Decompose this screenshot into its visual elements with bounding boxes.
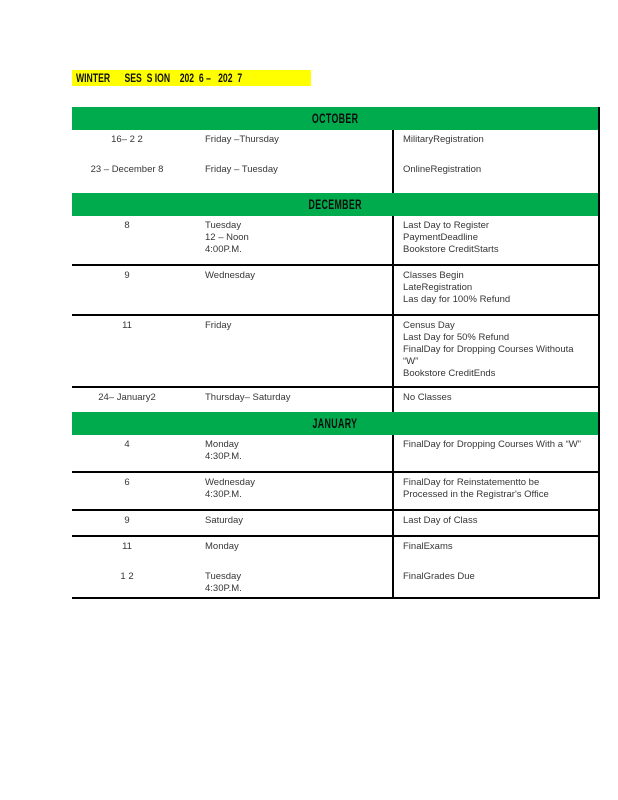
- day-line: 4:30P.M.: [205, 583, 242, 594]
- month-header-bar: [72, 193, 598, 216]
- events-cell: [392, 154, 598, 193]
- events-cell: [392, 388, 598, 412]
- day-line: 4:30P.M.: [205, 489, 242, 500]
- day-cell: [182, 154, 392, 193]
- event-line: LateRegistration: [403, 282, 473, 293]
- month-label: DECEMBER: [308, 196, 362, 213]
- event-line: Bookstore CreditEnds: [403, 368, 496, 379]
- row-group: [72, 314, 598, 386]
- event-line: Last Day for 50% Refund: [403, 332, 510, 343]
- date-text: 11: [122, 541, 132, 552]
- event-line: Classes Begin: [403, 270, 464, 281]
- event-line: Census Day: [403, 320, 455, 331]
- day-line: Monday: [205, 541, 239, 552]
- calendar-section: [72, 107, 598, 193]
- event-line: Las day for 100% Refund: [403, 294, 511, 305]
- date-text: 4: [124, 439, 130, 450]
- event-line: PaymentDeadline: [403, 232, 478, 243]
- row-group: [72, 264, 598, 314]
- table-row: [72, 473, 598, 509]
- day-cell: [182, 435, 392, 471]
- date-cell: [72, 511, 182, 535]
- day-line: Tuesday: [205, 571, 242, 582]
- events-cell: [392, 130, 598, 154]
- day-line: Tuesday: [205, 220, 242, 231]
- events-cell: [392, 537, 598, 561]
- date-cell: [72, 435, 182, 471]
- events-cell: [392, 216, 598, 264]
- day-line: Wednesday: [205, 270, 255, 281]
- table-row: [72, 316, 598, 386]
- doc-title-highlight: [72, 70, 311, 86]
- day-cell: [182, 473, 392, 509]
- row-group: [72, 435, 598, 471]
- table-row: [72, 435, 598, 471]
- date-text: 11: [122, 320, 132, 331]
- table-row: [72, 388, 598, 412]
- date-cell: [72, 561, 182, 597]
- day-line: Friday –Thursday: [205, 134, 279, 145]
- day-cell: [182, 266, 392, 314]
- calendar-section: [72, 193, 598, 412]
- event-line: “W”: [403, 356, 419, 367]
- month-header-bar: [72, 107, 598, 130]
- event-line: Processed in the Registrar's Office: [403, 489, 549, 500]
- event-line: No Classes: [403, 392, 452, 403]
- table-row: [72, 216, 598, 264]
- events-cell: [392, 266, 598, 314]
- doc-title-text: WINTER SES S ION 202 6 – 202 7: [76, 71, 243, 85]
- day-line: Wednesday: [205, 477, 255, 488]
- table-row: [72, 130, 598, 154]
- row-group: [72, 471, 598, 509]
- date-cell: [72, 266, 182, 314]
- day-cell: [182, 216, 392, 264]
- table-row: [72, 561, 598, 597]
- day-line: 4:30P.M.: [205, 451, 242, 462]
- event-line: MilitaryRegistration: [403, 134, 484, 145]
- event-line: FinalDay for Dropping Courses With a “W”: [403, 439, 581, 450]
- day-line: 4:00P.M.: [205, 244, 242, 255]
- date-text: 23 – December 8: [90, 164, 164, 175]
- event-line: FinalDay for Reinstatementto be: [403, 477, 540, 488]
- events-cell: [392, 316, 598, 386]
- day-line: 12 – Noon: [205, 232, 249, 243]
- table-row: [72, 266, 598, 314]
- day-cell: [182, 511, 392, 535]
- event-line: Last Day of Class: [403, 515, 478, 526]
- day-cell: [182, 561, 392, 597]
- date-text: 6: [124, 477, 130, 488]
- day-line: Friday: [205, 320, 232, 331]
- calendar-table: [72, 107, 600, 599]
- day-cell: [182, 316, 392, 386]
- date-text: 16– 2 2: [111, 134, 143, 145]
- day-line: Thursday– Saturday: [205, 392, 291, 403]
- date-text: 1 2: [120, 571, 134, 582]
- date-cell: [72, 154, 182, 193]
- row-group: [72, 216, 598, 264]
- event-line: FinalExams: [403, 541, 453, 552]
- date-text: 9: [124, 515, 130, 526]
- date-text: 24– January2: [98, 392, 156, 403]
- table-row: [72, 154, 598, 193]
- day-line: Friday – Tuesday: [205, 164, 278, 175]
- event-line: FinalDay for Dropping Courses Withouta: [403, 344, 574, 355]
- calendar-section: [72, 412, 598, 597]
- date-cell: [72, 130, 182, 154]
- table-row: [72, 537, 598, 561]
- row-group: [72, 535, 598, 597]
- date-text: 9: [124, 270, 130, 281]
- row-group: [72, 130, 598, 193]
- day-line: Saturday: [205, 515, 244, 526]
- day-cell: [182, 130, 392, 154]
- event-line: FinalGrades Due: [403, 571, 475, 582]
- table-row: [72, 511, 598, 535]
- date-cell: [72, 537, 182, 561]
- month-label: JANUARY: [312, 415, 358, 432]
- events-cell: [392, 435, 598, 471]
- date-text: 8: [124, 220, 130, 231]
- events-cell: [392, 473, 598, 509]
- date-cell: [72, 473, 182, 509]
- event-line: Bookstore CreditStarts: [403, 244, 499, 255]
- events-cell: [392, 561, 598, 597]
- date-cell: [72, 388, 182, 412]
- event-line: OnlineRegistration: [403, 164, 482, 175]
- row-group: [72, 509, 598, 535]
- date-cell: [72, 216, 182, 264]
- day-line: Monday: [205, 439, 239, 450]
- month-label: OCTOBER: [311, 110, 359, 127]
- day-cell: [182, 388, 392, 412]
- event-line: Last Day to Register: [403, 220, 490, 231]
- row-group: [72, 386, 598, 412]
- events-cell: [392, 511, 598, 535]
- month-header-bar: [72, 412, 598, 435]
- day-cell: [182, 537, 392, 561]
- date-cell: [72, 316, 182, 386]
